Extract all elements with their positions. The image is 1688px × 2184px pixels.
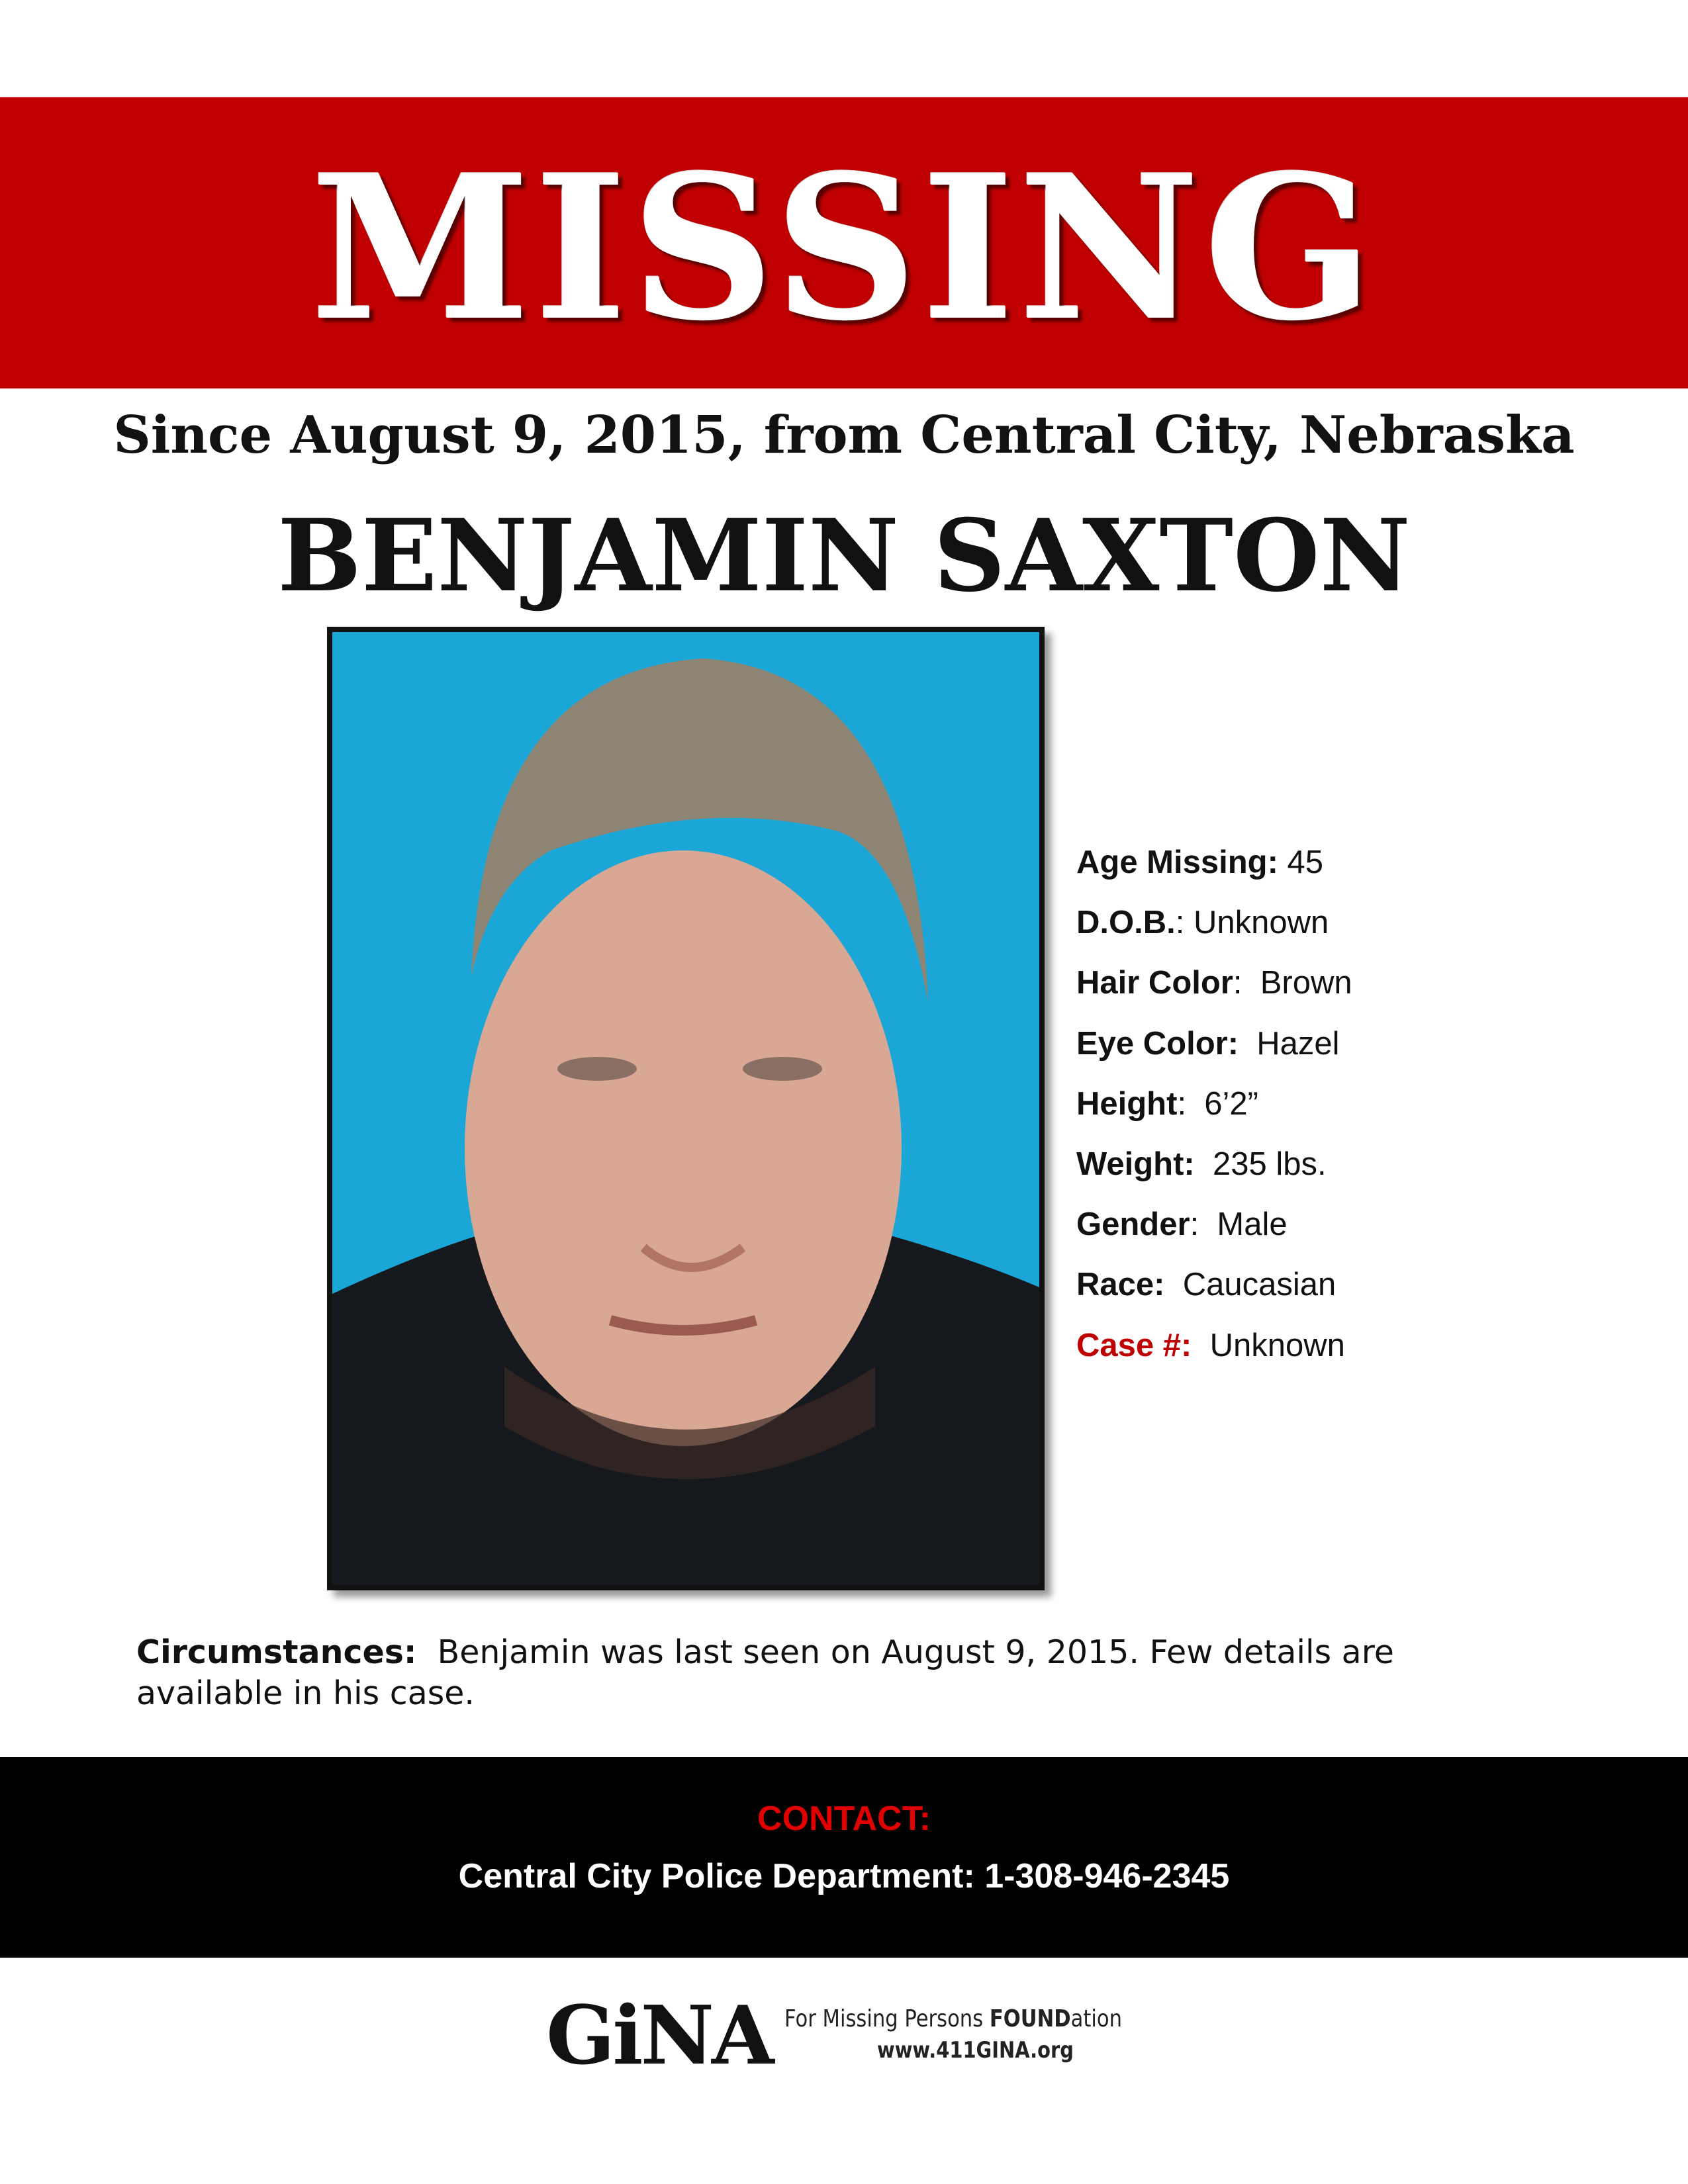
detail-race [1076,1255,1352,1315]
detail-age [1076,833,1352,893]
detail-label: Height [1076,1085,1178,1122]
missing-title: MISSING [310,131,1378,365]
detail-label: Case #: [1076,1327,1192,1363]
circumstances-text: Benjamin was last seen on August 9, 2015. Few details are available in his case. [136,1633,1394,1712]
person-name: BENJAMIN SAXTON [277,498,1411,614]
detail-height [1076,1074,1352,1134]
detail-sep: : [1233,965,1243,1001]
details-list [1076,833,1352,1376]
detail-weight [1076,1134,1352,1195]
detail-label: Age Missing: [1076,844,1278,880]
detail-label: Weight: [1076,1146,1195,1183]
detail-value: Hazel [1256,1025,1340,1062]
logo-tagline [784,2005,1122,2032]
detail-value: Caucasian [1182,1267,1336,1303]
circumstances [136,1632,1526,1714]
detail-gender [1076,1195,1352,1255]
gina-logo [546,1987,1182,2083]
person-photo [327,627,1045,1590]
tagline-bold: FOUND [989,2005,1071,2032]
tagline-pre: For Missing Persons [784,2005,990,2032]
logo-mark: GiNA [546,1987,772,2083]
detail-label: Gender [1076,1206,1190,1243]
detail-value: Brown [1260,965,1352,1001]
detail-label: Race: [1076,1267,1165,1303]
detail-value: 6’2” [1204,1085,1259,1122]
detail-label: Hair Color [1076,965,1233,1001]
portrait-illustration [332,632,1039,1585]
detail-label: Eye Color: [1076,1025,1239,1062]
tagline-post: ation [1070,2005,1123,2032]
detail-eye [1076,1014,1352,1074]
detail-case [1076,1316,1352,1376]
circumstances-label: Circumstances: [136,1633,417,1671]
detail-value: Unknown [1209,1327,1345,1363]
detail-sep: : [1175,905,1185,941]
detail-value: Male [1217,1206,1288,1243]
contact-phone: Central City Police Department: 1-308-946-2345 [458,1857,1230,1895]
detail-label: D.O.B. [1076,905,1176,941]
detail-value: Unknown [1193,905,1329,941]
logo-url[interactable]: www.411GINA.org [877,2037,1074,2064]
detail-sep: : [1177,1085,1187,1122]
detail-value: 45 [1287,844,1324,880]
detail-hair [1076,953,1352,1013]
contact-label: CONTACT: [757,1799,931,1838]
detail-value: 235 lbs. [1212,1146,1327,1183]
missing-since: Since August 9, 2015, from Central City, Nebraska [113,405,1575,465]
detail-dob [1076,893,1352,953]
detail-sep: : [1190,1206,1199,1243]
